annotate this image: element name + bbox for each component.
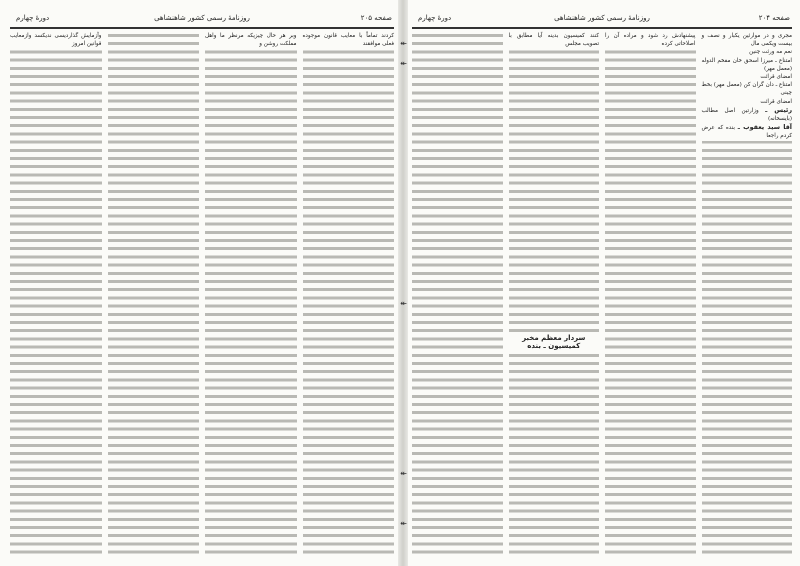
margin-arrow-mark: ↞ [400, 40, 407, 48]
right-page [408, 0, 796, 566]
text-line: وبر هر حال چیزیکه مرنظر ما واهل مملکت روشن و [205, 33, 297, 48]
speech-entry [702, 123, 793, 140]
page-header [408, 14, 796, 26]
page-gutter [398, 0, 408, 566]
section-heading-block [509, 332, 600, 352]
page-header [6, 14, 398, 26]
header-rule [412, 27, 792, 29]
text-column [205, 32, 297, 558]
margin-arrow-mark: ↞ [400, 520, 407, 528]
page-number: صفحه ۲۰۵ [360, 14, 392, 22]
speaker-name: آقا سید یعقوب ـ [737, 123, 792, 132]
volume-label: دورهٔ چهارم [418, 14, 452, 22]
text-column [303, 32, 395, 558]
speech-text: وزارتین اصل مطالب (بایسخانه) [701, 107, 792, 123]
speech-entry [702, 106, 793, 123]
text-columns [10, 32, 394, 558]
volume-label: دورهٔ چهارم [16, 14, 50, 22]
margin-arrow-mark: ↞ [400, 470, 407, 478]
text-line: کردند تماماً با معایب قانون موجوده فعلی موافقند [302, 33, 394, 48]
text-line: وآزمایش گذاردیسی ندیکسد وازمعایب قوانین امروز [10, 33, 102, 48]
text-line: مجری و در موارثین یکبار و نصف و بیست ویکمی مال [701, 33, 792, 48]
text-column [509, 32, 600, 558]
text-column [702, 32, 793, 558]
text-column [108, 32, 200, 558]
newspaper-title: روزنامهٔ رسمی کشور شاهنشاهی [154, 14, 250, 22]
text-columns [412, 32, 792, 558]
text-line: پیشنهادش رد شود و مراده آن را اصلاحاتی کرده [605, 33, 696, 48]
text-line: امضای قرائت [702, 98, 793, 106]
text-column [605, 32, 696, 558]
margin-arrow-mark: ↞ [400, 60, 407, 68]
text-line: امتناع ـ دان گران کن (معمل مهر) بخط چینی [701, 82, 792, 97]
text-line: امضای قرائت [702, 73, 793, 81]
section-heading: سردار معظم مخبر کمیسیون ـ بنده [509, 334, 600, 350]
margin-arrow-mark: ↞ [400, 300, 407, 308]
text-column [10, 32, 102, 558]
text-column [412, 32, 503, 558]
newspaper-title: روزنامهٔ رسمی کشور شاهنشاهی [554, 14, 650, 22]
page-number: صفحه ۲۰۴ [758, 14, 790, 22]
speech-text: بنده که عرض کردم راجعا [701, 125, 792, 140]
header-rule [10, 27, 394, 29]
text-line: کنند کمیسیون بدینه آیا مطابق با تصویب مجلس [508, 33, 599, 48]
text-line: نعم مه ورثت چنین [702, 48, 793, 56]
speaker-name: رئیس ـ [765, 105, 793, 114]
text-line: امتناع ـ میرزا اسحق خان مفخم الدوله (معمل مهر) [701, 57, 792, 72]
left-page [6, 0, 398, 566]
